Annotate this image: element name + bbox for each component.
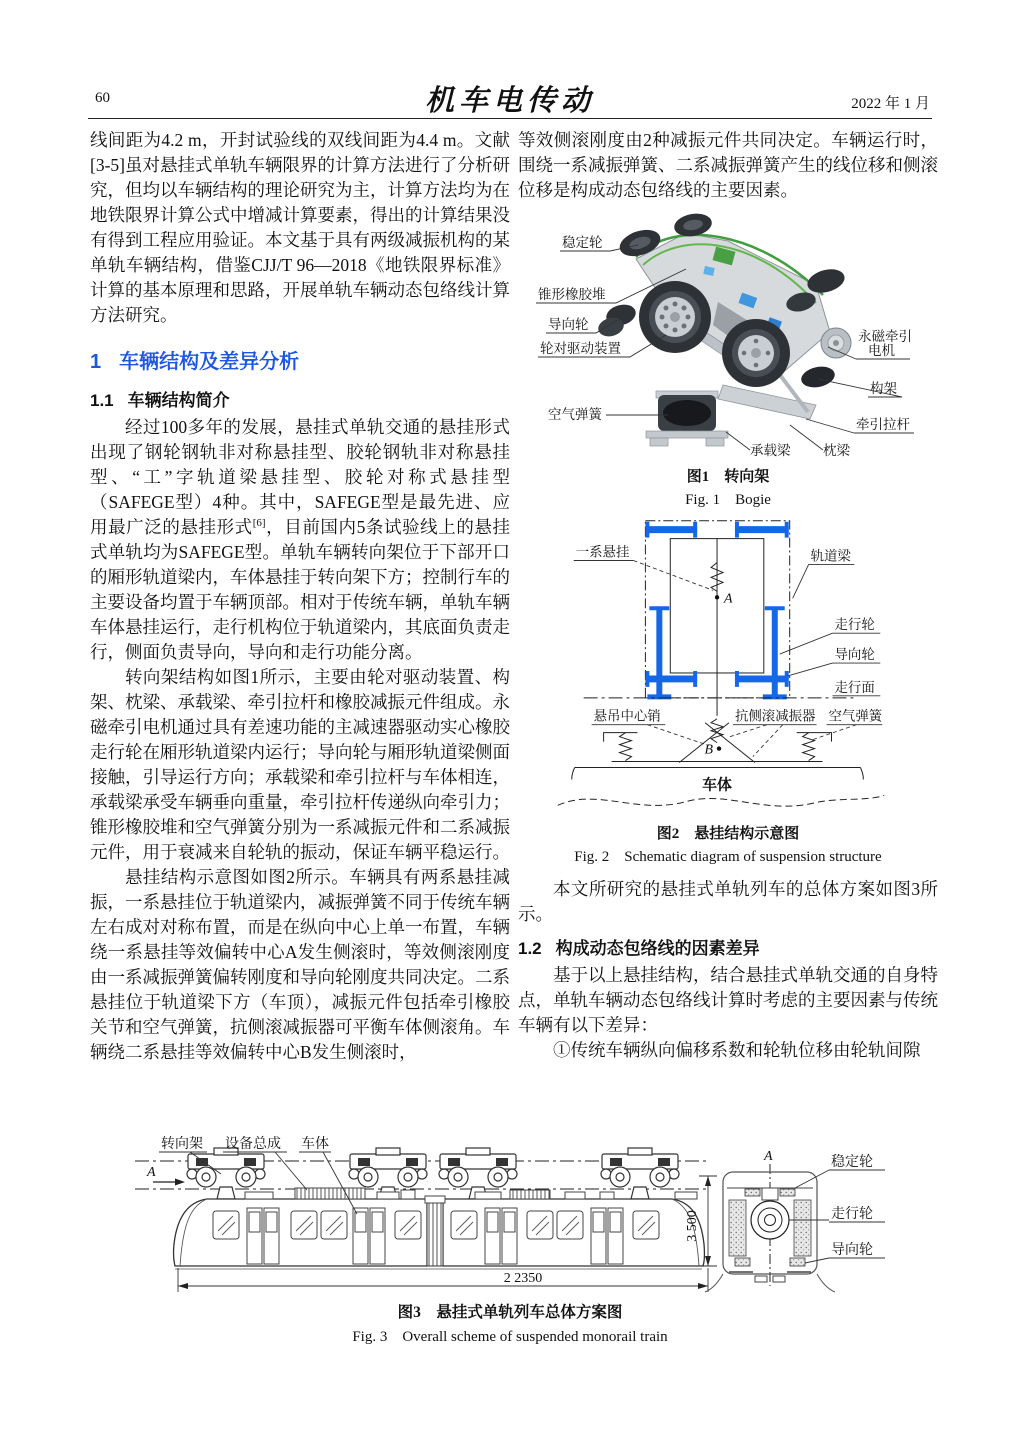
- figure-3-caption-cn: 图3 悬挂式单轨列车总体方案图: [397, 1304, 623, 1321]
- car-body-label: 车体: [702, 777, 732, 794]
- right-column: [518, 128, 938, 1063]
- car-body-outline: [558, 768, 884, 807]
- figure-label: 永磁牵引: [858, 329, 912, 344]
- figure-label: 构架: [870, 381, 897, 396]
- view-arrow-label: A: [147, 1165, 156, 1180]
- left-column: [90, 128, 510, 1120]
- pivot-point-b: [717, 746, 721, 750]
- suspension-elements: [584, 539, 857, 763]
- page-number: 60: [95, 90, 110, 106]
- figure-label: 转向架: [161, 1137, 203, 1152]
- section-number: 1.1: [90, 391, 114, 410]
- figure-2: [518, 516, 938, 869]
- figure-label: 一系悬挂: [575, 544, 630, 560]
- figure-label: 抗侧滚减振器: [734, 708, 816, 724]
- paragraph-text: ，目前国内5条试验线上的悬挂式单轨均为SAFEGE型。单轨车辆转向架位于下部开口的厢形轨道梁内，车体悬挂于转向架下方；控制行车的主要设备均置于车辆顶部。相对于传统车辆，单轨车辆车体悬挂运行，走行机构位于轨道梁内，其底面负责走行，侧面负责导向，导向和走行功能分离。: [90, 517, 510, 662]
- pivot-point-a: [715, 595, 719, 599]
- figure-label: 稳定轮: [562, 235, 603, 250]
- bogie-side-views: [187, 1148, 679, 1199]
- journal-logo: 机车电传动: [424, 85, 595, 117]
- figure-label: 走行轮: [831, 1207, 873, 1222]
- figure-label: 导向轮: [548, 317, 589, 332]
- point-a-label: A: [724, 591, 733, 607]
- paragraph: 悬挂结构示意图如图2所示。车辆具有两系悬挂减振，一系悬挂位于轨道梁内，减振弹簧不同于传统车辆左右成对对称布置，而是在纵向中心上单一布置，车辆绕一系悬挂等效偏转中心A发生侧滚时，等效侧滚刚度由一系减振弹簧偏转刚度和导向轮刚度共同决定。二系悬挂位于轨道梁下方（车顶），减振元件包括牵引橡胶关节和空气弹簧，抗侧滚减振器可平衡车体侧滚角。车辆绕二系悬挂等效偏转中心B发生侧滚时，: [90, 867, 510, 1062]
- cross-section-view: [705, 1149, 835, 1292]
- figure-label: 导向轮: [831, 1243, 873, 1258]
- section-1-heading: [90, 345, 510, 374]
- figure-3-image: [95, 1126, 940, 1298]
- length-dimension: 2 2350: [503, 1271, 543, 1286]
- figure-label: 承载梁: [750, 443, 791, 458]
- figure-label: 导向轮: [834, 647, 875, 663]
- air-spring-unit: [646, 391, 728, 446]
- paragraph: [90, 415, 510, 665]
- issue-date: 2022 年 1 月: [851, 96, 930, 112]
- section-1-2-heading: [518, 934, 938, 959]
- paragraph: ①传统车辆纵向偏移系数和轮轨位移由轮轨间隙: [553, 1040, 921, 1060]
- figure-label: 锥形橡胶堆: [538, 287, 606, 302]
- figure-label: 走行面: [834, 679, 875, 695]
- section-title: 车辆结构及差异分析: [119, 351, 300, 373]
- paragraph: 基于以上悬挂结构，结合悬挂式单轨交通的自身特点，单轨车辆动态包络线计算时考虑的主要因素与传统车辆有以下差异：: [518, 965, 938, 1035]
- paragraph: 本文所研究的悬挂式单轨列车的总体方案如图3所示。: [518, 879, 938, 924]
- figure-label: 空气弹簧: [828, 708, 883, 724]
- paragraph: 等效侧滚刚度由2种减振元件共同决定。车辆运行时，围绕一系减振弹簧、二系减振弹簧产生的线位移和侧滚位移是构成动态包络线的主要因素。: [518, 130, 938, 200]
- figure-2-caption-en: Fig. 2 Schematic diagram of suspension structure: [574, 849, 882, 865]
- section-1-1-heading: [90, 386, 510, 411]
- view-direction-arrow: [146, 1165, 185, 1186]
- figure-2-labels: [574, 544, 884, 757]
- figure-1-caption-en: Fig. 1 Bogie: [685, 492, 771, 508]
- section-number: 1.2: [518, 939, 542, 958]
- figure-2-image: [518, 516, 936, 816]
- citation-superscript: [6]: [252, 517, 266, 530]
- figure-1-image: [518, 207, 936, 459]
- figure-2-caption-cn: 图2 悬挂结构示意图: [656, 826, 800, 842]
- figure-label: 轨道梁: [810, 548, 851, 564]
- figure-3: [95, 1126, 940, 1298]
- section-title: 构成动态包络线的因素差异: [555, 939, 760, 958]
- traction-motor: [821, 328, 851, 358]
- section-axis-label: A: [764, 1149, 773, 1164]
- figure-label: 枕梁: [823, 443, 850, 458]
- section-number: 1: [90, 351, 102, 373]
- paragraph-intro: 线间距为4.2 m，开封试验线的双线间距为4.4 m。文献[3-5]虽对悬挂式单轨车辆限界的计算方法进行了分析研究，但均以车辆结构的理论研究为主，计算方法均为在地铁限界计算公式中增减计算要素，得出的计算结果没有得到工程应用验证。本文基于具有两级减振机构的某单轨车辆结构，借鉴CJJ/T 96—2018《地铁限界标准》计算的基本原理和思路，开展单轨车辆动态包络线计算方法研究。: [90, 130, 510, 325]
- figure-1-caption-cn: 图1 转向架: [686, 469, 770, 485]
- figure-label: 电机: [868, 343, 895, 358]
- header-rule: [88, 118, 932, 119]
- figure-label: 车体: [301, 1137, 329, 1152]
- section-title: 车辆结构简介: [127, 391, 230, 410]
- figure-label: 设备总成: [225, 1137, 281, 1152]
- figure-3-caption-en: Fig. 3 Overall scheme of suspended monorail train: [352, 1329, 668, 1345]
- figure-label: 轮对驱动装置: [540, 341, 621, 356]
- paragraph-text: 经过100多年的发展，悬挂式单轨交通的悬挂形式出现了钢轮钢轨非对称悬挂型、胶轮钢轨非对称悬挂型、“工”字轨道梁悬挂型、胶轮对称式悬挂型（SAFEGE型）4种。其中，SAFEGE型是最先进、应用最广泛的悬挂形式: [90, 417, 510, 537]
- figure-label: 牵引拉杆: [856, 417, 910, 432]
- figure-label: 空气弹簧: [548, 407, 602, 422]
- car-bodies: [174, 1196, 705, 1269]
- figure-label: 悬吊中心销: [593, 708, 661, 724]
- figure-1: [518, 207, 938, 512]
- height-dimension: 3 500: [685, 1210, 700, 1242]
- paragraph: 转向架结构如图1所示，主要由轮对驱动装置、构架、枕梁、承载梁、牵引拉杆和橡胶减振元件组成。永磁牵引电机通过具有差速功能的主减速器驱动实心橡胶走行轮在厢形轨道梁内运行；导向轮与厢形轨道梁侧面接触，引导运行方向；承载梁和牵引拉杆与车体相连，承载梁承受车辆垂向重量，牵引拉杆传递纵向牵引力；锥形橡胶堆和空气弹簧分别为一系减振元件和二系减振元件，用于衰减来自轮轨的振动，保证车辆平稳运行。: [90, 667, 510, 862]
- figure-label: 稳定轮: [831, 1155, 873, 1170]
- point-b-label: B: [704, 742, 714, 758]
- figure-label: 走行轮: [834, 617, 875, 633]
